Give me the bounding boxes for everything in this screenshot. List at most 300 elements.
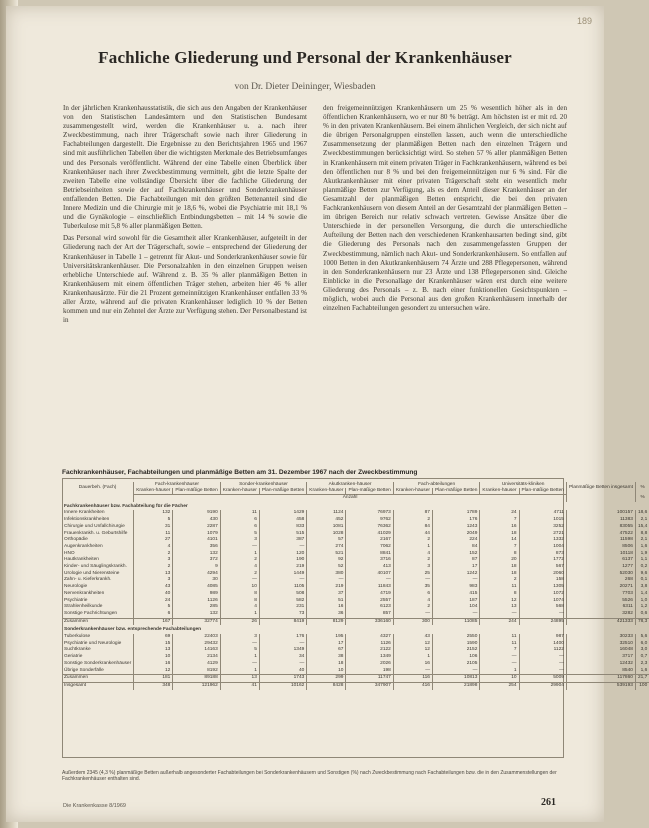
table-cell: 1: [393, 544, 432, 551]
table-cell: 515: [259, 531, 306, 538]
table-cell: 10: [480, 675, 519, 683]
table-cell: 5: [134, 604, 173, 611]
table-cell: —: [519, 668, 566, 675]
table-cell: 5009: [519, 675, 566, 683]
table-cell: 5526: [566, 598, 635, 605]
table-cell: —: [259, 544, 306, 551]
table-cell: 336160: [346, 618, 393, 625]
table-cell: 167: [134, 618, 173, 625]
table-cell: 6,0: [635, 641, 649, 648]
table-cell: 27: [134, 537, 173, 544]
table-cell: 2,3: [635, 661, 649, 668]
paragraph: In der jährlichen Krankenhausstatistik, die sich aus den Angaben der Krankenhäuser von den Statistischen Landesämtern und den Statistischen Bundesamt zusammengestellt wird, werden die Krankenhäuser u. a. nach ihrer Zweckbestimmung, nach ihrer Trägerschaft sowie nach ihrer Gliederung in Fachabteilungen dargestellt. Die Ergebnisse zu den Berichtsjahren 1965 und 1967 sind mit ausführlichen Tabellen über die wichtigsten Merkmale des Betriebsumfanges und des Personals veröffentlicht. Während der eine Tabelle einen Überblick über Krankenhäuser nach ihrer Zweckbestimmung vermittelt, gibt die letzte Spalte der zweiten Tabelle eine vollständige Übersicht über die fachliche Gliederung der Betriebseinheiten sowie der auf Fachkrankenhäuser und Sonderkrankenhäuser entfallenden Betten. Die Fachabteilungen mit den größten Bettenanteil sind die Innere Medizin und die Chirurgie mit je 18,6 %, wobei die Psychiatrie mit 18,1 % und die Gynäkologie – einschließlich Entbindungsbetten – mit 14 % sowie die Tuberkulose mit 5,8 % aller planmäßigen Betten.: [63, 104, 307, 231]
table-cell: 4101: [173, 537, 220, 544]
table-cell: 6311: [566, 604, 635, 611]
table-cell: 3: [220, 537, 259, 544]
table-cell: 4: [393, 551, 432, 558]
row-label: Sonstige Sonderkrankenhäuser: [64, 660, 132, 666]
table-cell: 1: [220, 611, 259, 618]
table-cell: 1332: [519, 537, 566, 544]
table-cell: 11: [480, 634, 519, 641]
table-cell: 1004: [519, 544, 566, 551]
table-row: [62, 682, 649, 689]
table-cell: —: [220, 544, 259, 551]
table-cell: 6: [220, 524, 259, 531]
row-label: Neurologie: [64, 584, 88, 590]
table-cell: 4: [134, 544, 173, 551]
row-label: HNO: [64, 550, 75, 556]
table-cell: 873: [519, 551, 566, 558]
table-cell: 268: [566, 577, 635, 584]
table-cell: 11383: [566, 517, 635, 524]
paragraph: Das Personal wird sowohl für die Gesamtheit aller Krankenhäuser, aufgeteilt in der Gliederung nach der Art der Trägerschaft, sowie – entsprechend der Gliederung der Krankenhäuser in Tabelle 1 – getrennt für Akut- und Sonderkrankenhäuser sowie für Universitätskrankenhäuser. Die Personalzahlen in den einzelnen Gruppen weisen erhebliche Unterschiede auf. Während z. B. 35 % aller planmäßigen Betten in Krankenhäusern mit einem öffentlichen Träger stehen, arbeiten hier 46 % aller Krankenhausärzte. Für die 21 Prozent gemeinnützigen Krankenhäuser entfallen 33 % aller Ärzte, während auf die privaten Krankenhäuser lediglich 10 % der Betten kommen und nur ein Zehntel der Ärzte zur Verfügung stehen. Der Personalbestand ist in: [63, 234, 307, 325]
corner-page-number: 189: [576, 16, 592, 26]
column-header: %: [635, 482, 649, 495]
table-cell: 1,0: [635, 598, 649, 605]
table-cell: 3: [220, 634, 259, 641]
table-cell: 100: [635, 682, 649, 689]
table-cell: 11843: [346, 584, 393, 591]
table-cell: 1277: [566, 564, 635, 571]
table-cell: 2122: [346, 647, 393, 654]
table-cell: 1: [393, 654, 432, 661]
table-cell: 415: [432, 591, 479, 598]
section-heading: Fachkrankenhäuser bzw. Fachabteilung für die Fächer: [64, 503, 188, 509]
table-cell: 857: [346, 611, 393, 618]
row-label: Suchtkranke: [64, 647, 91, 653]
table-cell: 12432: [566, 661, 635, 668]
row-label: Augenkrankheiten: [64, 543, 103, 549]
column-header: Plan-mäßige Betten: [259, 488, 306, 495]
table-cell: 1079: [173, 531, 220, 538]
table-cell: —: [220, 661, 259, 668]
table-cell: 1,6: [635, 668, 649, 675]
table-cell: 2134: [173, 654, 220, 661]
table-cell: 40: [259, 668, 306, 675]
unit-row: Anzahl: [134, 495, 567, 502]
table-cell: 87: [393, 510, 432, 517]
table-row: [62, 564, 649, 571]
column-header: Plan-mäßige Betten: [519, 488, 566, 495]
table-cell: 1743: [259, 675, 306, 683]
table-row: [62, 591, 649, 598]
table-cell: 1124: [307, 510, 346, 517]
table-cell: 8540: [566, 668, 635, 675]
table-cell: 36: [307, 611, 346, 618]
table-cell: 106: [432, 654, 479, 661]
row-label: Urologie und Nierensteine: [64, 570, 120, 576]
table-cell: 1: [220, 668, 259, 675]
table-cell: 8129: [307, 618, 346, 625]
table-cell: 13: [220, 675, 259, 683]
table-cell: 20: [480, 557, 519, 564]
table-cell: 120: [259, 551, 306, 558]
column-header: Plan-mäßige Betten: [346, 488, 393, 495]
table-cell: 2721: [519, 531, 566, 538]
table-row: [62, 675, 649, 683]
table-cell: 8419: [259, 618, 306, 625]
table-cell: 132: [134, 510, 173, 517]
table-cell: 8: [480, 551, 519, 558]
column-header: Planmäßige Betten insgesamt: [566, 482, 635, 495]
table-cell: 4: [220, 604, 259, 611]
table-cell: 1349: [346, 654, 393, 661]
table-cell: 12: [480, 598, 519, 605]
table-cell: 5: [134, 517, 173, 524]
right-text-column: [323, 104, 567, 316]
table-cell: 10: [307, 668, 346, 675]
table-cell: 0,6: [635, 611, 649, 618]
table-cell: 117860: [566, 675, 635, 683]
table-cell: 11: [480, 641, 519, 648]
table-cell: 4085: [173, 584, 220, 591]
table-cell: 17: [307, 641, 346, 648]
table-cell: 13: [134, 647, 173, 654]
table-cell: 18: [480, 571, 519, 578]
table-cell: 12: [134, 668, 173, 675]
table-row: [62, 611, 649, 618]
table-cell: 57: [307, 537, 346, 544]
table-cell: 231: [259, 604, 306, 611]
table-cell: 12: [393, 641, 432, 648]
table-cell: 0,7: [635, 654, 649, 661]
table-cell: 5: [220, 647, 259, 654]
table-cell: 6: [220, 517, 259, 524]
table-cell: 10162: [259, 682, 306, 689]
row-label: Infektionskrankheiten: [64, 517, 110, 523]
table-cell: 567: [519, 564, 566, 571]
row-label: Innere Krankheiten: [64, 510, 105, 516]
table-cell: 1243: [432, 524, 479, 531]
table-cell: 13: [134, 571, 173, 578]
table-cell: 21,7: [635, 675, 649, 683]
table-cell: —: [432, 611, 479, 618]
table-cell: 2152: [432, 647, 479, 654]
unit-cell: [566, 495, 635, 502]
table-cell: 4711: [519, 510, 566, 517]
table-cell: 18: [480, 531, 519, 538]
table-cell: 11: [480, 584, 519, 591]
column-group-header: Fach-abteilungen: [393, 482, 480, 488]
table-cell: —: [519, 661, 566, 668]
table-cell: 416: [393, 682, 432, 689]
table-row: [62, 661, 649, 668]
table-cell: 34: [259, 654, 306, 661]
table-cell: 1305: [519, 584, 566, 591]
table-cell: 9,6: [635, 571, 649, 578]
table-cell: 4: [220, 564, 259, 571]
column-group-header: Akutkranken-häuser: [307, 482, 394, 488]
table-cell: 1,2: [635, 604, 649, 611]
table-cell: 2: [393, 537, 432, 544]
table-cell: 2: [220, 571, 259, 578]
table-cell: 4: [393, 598, 432, 605]
table-cell: 2550: [432, 634, 479, 641]
table-cell: 78,3: [635, 618, 649, 625]
table-cell: 30: [173, 577, 220, 584]
table-cell: 10: [134, 654, 173, 661]
table-cell: 6: [393, 591, 432, 598]
table-cell: 2557: [346, 598, 393, 605]
table-cell: 11747: [346, 675, 393, 683]
table-cell: 0,2: [635, 564, 649, 571]
table-cell: 52: [307, 564, 346, 571]
table-cell: —: [259, 577, 306, 584]
table-cell: 11598: [566, 537, 635, 544]
table-cell: 8192: [173, 668, 220, 675]
table-cell: 1,9: [635, 551, 649, 558]
table-cell: 1126: [173, 598, 220, 605]
table-cell: 2: [393, 557, 432, 564]
column-header: Kranken-häuser: [393, 488, 432, 495]
table-cell: 372: [173, 557, 220, 564]
table-cell: 299: [307, 675, 346, 683]
data-table: [62, 482, 649, 690]
table-cell: —: [346, 577, 393, 584]
table-cell: —: [220, 641, 259, 648]
table-cell: 187: [432, 598, 479, 605]
table-cell: 9762: [346, 517, 393, 524]
table-cell: 13: [480, 604, 519, 611]
table-cell: —: [432, 668, 479, 675]
table-cell: 14163: [173, 647, 220, 654]
table-cell: 1: [480, 668, 519, 675]
table-cell: 3,8: [635, 584, 649, 591]
table-cell: 347907: [346, 682, 393, 689]
row-label: Hautkrankheiten: [64, 557, 99, 563]
article-author: von Dr. Dieter Deininger, Wiesbaden: [234, 82, 376, 92]
table-cell: 4719: [346, 591, 393, 598]
column-header: Kranken-häuser: [307, 488, 346, 495]
table-cell: 32510: [566, 641, 635, 648]
table-cell: 5,6: [635, 634, 649, 641]
table-cell: 1105: [259, 584, 306, 591]
column-group-header: Fach-krankenhäuser: [134, 482, 221, 488]
table-cell: 2026: [346, 661, 393, 668]
table-row: [62, 647, 649, 654]
table-cell: 356: [173, 544, 220, 551]
section-heading: Sonderkrankenhäuser bzw. entsprechende Fachabteilungen: [64, 627, 202, 633]
table-cell: 1,1: [635, 557, 649, 564]
table-cell: 16: [134, 661, 173, 668]
row-label: Geriatrie: [64, 654, 83, 660]
table-cell: 452: [307, 517, 346, 524]
table-cell: 568: [519, 604, 566, 611]
table-cell: 1126: [346, 641, 393, 648]
table-cell: 44: [393, 531, 432, 538]
table-cell: 89188: [173, 675, 220, 683]
table-cell: 9: [173, 564, 220, 571]
table-cell: 18,6: [635, 510, 649, 517]
table-cell: 989: [173, 591, 220, 598]
table-row: [62, 668, 649, 675]
table-cell: 2287: [173, 524, 220, 531]
table-cell: 73: [259, 611, 306, 618]
table-cell: —: [307, 577, 346, 584]
column-header: Kranken-häuser: [220, 488, 259, 495]
table-cell: 1349: [259, 647, 306, 654]
table-cell: 41029: [346, 531, 393, 538]
table-cell: 3: [134, 557, 173, 564]
unit-pct: %: [635, 495, 649, 502]
row-label: Psychiatrie: [64, 597, 88, 603]
table-cell: 47522: [566, 531, 635, 538]
table-cell: 2: [480, 577, 519, 584]
table-cell: 987: [519, 634, 566, 641]
table-cell: 2: [134, 564, 173, 571]
table-cell: 30233: [566, 634, 635, 641]
table-cell: 38: [307, 654, 346, 661]
table-cell: 3282: [566, 611, 635, 618]
row-label: Tuberkulose: [64, 634, 91, 640]
table-footnote: Außerdem 2345 (4,3 %) planmäßige Betten außerhalb angesonderter Fachabteilungen bei Sonderkrankenhäusern und Sonstigen (%) nach Zweckbestimmung nach Fachabteilungen bzw. die in den Zusammenstellungen der Fachkrankenhäuser enthalten sind.: [62, 770, 557, 783]
table-cell: 8: [220, 591, 259, 598]
table-cell: 2: [393, 604, 432, 611]
table-cell: 15: [134, 641, 173, 648]
table-cell: —: [480, 661, 519, 668]
table-cell: 2: [393, 517, 432, 524]
table-cell: 1028: [307, 531, 346, 538]
table-title: Fachkrankenhäuser, Fachabteilungen und planmäßige Betten am 31. Dezember 1967 nach der Zweckbestimmung: [62, 469, 418, 476]
table-cell: 1,6: [635, 544, 649, 551]
column-group-header: Sonder-krankenhäuser: [220, 482, 307, 488]
table-cell: 132: [173, 551, 220, 558]
table-cell: 219: [259, 564, 306, 571]
row-label: Kinder- und Säuglingskrankh.: [64, 564, 127, 570]
table-cell: 152: [432, 551, 479, 558]
table-cell: 300: [393, 618, 432, 625]
table-cell: 1081: [307, 524, 346, 531]
table-cell: 32774: [173, 618, 220, 625]
table-cell: 11: [134, 531, 173, 538]
paragraph: den freigemeinnützigen Krankenhäusern um 25 % wesentlich höher als in den öffentlichen Krankenhäusern, wo er nur 80 % beträgt. Am höchsten ist er mit rd. 20 % in den privaten Krankenhäusern. Bei einem ähnlichen Vergleich, der sich nicht auf die übrigen Personalgruppen einstellen lassen, auch wenn die unterschiedliche Zusammensetzung der planmäßigen Betten nach den einzelnen Trägern und Zweckbestimmungen berücksichtigt wird. So stehen 57 % aller planmäßigen Betten in Krankenhäusern mit einem privaten Träger in Fachkrankenhäusern, während es bei den öffentlichen nur 8 % und bei den freigemeinnützigen nur 6 % sind. Für die Akutkrankenhäuser mit einer privaten Trägerschaft steht ein wesentlich mehr planmäßige Betten zur Verfügung, als es dem Anteil dieser Krankenhäuser an der Gesamtzahl der planmäßigen Betten entspricht, die bei den privaten Fachkrankenhäusern von diesem Anteil an der Gesamtzahl der planmäßigen Betten – im übrigen Bereich nur relativ schwach vertreten. Gewisse Ansätze über die Unterschiede in der personellen Versorgung, die durch die unterschiedliche Aufteilung der Betten nach den verschiedenen Krankenhausarten bedingt sind, gibt die Gliederung des Personals nach den zusammengefassten Gruppen der Zweckbestimmung, nämlich nach Akut- und Sonderkrankenhäusern. So entfallen auf 1000 Betten in den Akutkrankenhäusern 74 Ärzte und 288 Pflegepersonen, während in den Sonderkrankenhäusern nur 23 Ärzte und 138 Pflegepersonen sind. Gleiche Einblicke in die Personallage der Krankenhäuser wären erst durch eine weitere Gliederung des Personals – z. B. nach einer funktionellen Gesichtspunkten – möglich, wobei auch die Personal aus den großen Krankenhäusern innerhalb der einzelnen Fachabteilungen gesondert zu untersuchen wäre.: [323, 104, 567, 313]
table-row: [62, 654, 649, 661]
table-cell: 158: [519, 577, 566, 584]
table-cell: 69: [134, 634, 173, 641]
table-cell: 458: [259, 517, 306, 524]
table-cell: —: [393, 577, 432, 584]
table-cell: —: [393, 611, 432, 618]
table-cell: 1242: [432, 571, 479, 578]
row-label: Zusammen: [62, 618, 134, 625]
table-cell: 87: [432, 557, 479, 564]
row-label: Strahlenheilkunde: [64, 604, 103, 610]
table-cell: 16: [393, 661, 432, 668]
table-cell: 8841: [346, 551, 393, 558]
table-row: [62, 517, 649, 524]
table-cell: 29432: [173, 641, 220, 648]
table-cell: 84: [393, 524, 432, 531]
row-label: Orthopädie: [64, 537, 88, 543]
table-cell: 1772: [519, 557, 566, 564]
table-cell: 430: [173, 517, 220, 524]
column-header: Plan-mäßige Betten: [432, 488, 479, 495]
table-cell: —: [519, 611, 566, 618]
table-row: [62, 537, 649, 544]
column-group-header: Universitäts-kliniken: [480, 482, 567, 488]
table-cell: 116: [393, 675, 432, 683]
table-row: [62, 544, 649, 551]
table-cell: 83055: [566, 524, 635, 531]
table-cell: 104: [432, 604, 479, 611]
table-row: [62, 618, 649, 625]
table-cell: 2060: [519, 571, 566, 578]
column-header: Kranken-häuser: [134, 488, 173, 495]
table-cell: 5: [220, 531, 259, 538]
table-cell: 1789: [432, 510, 479, 517]
table-cell: 539193: [566, 682, 635, 689]
table-cell: 181: [134, 675, 173, 683]
table-cell: 51: [307, 598, 346, 605]
section-row: [62, 625, 649, 634]
table-cell: 24: [134, 598, 173, 605]
table-cell: 6137: [566, 557, 635, 564]
table-cell: 67: [307, 647, 346, 654]
table-cell: 1015: [519, 517, 566, 524]
table-cell: 421333: [566, 618, 635, 625]
table-cell: 285: [173, 604, 220, 611]
table-cell: 983: [432, 584, 479, 591]
table-cell: 20271: [566, 584, 635, 591]
table-cell: —: [259, 641, 306, 648]
table-cell: 17: [432, 564, 479, 571]
table-cell: 92: [307, 557, 346, 564]
table-cell: 508: [259, 591, 306, 598]
table-cell: —: [480, 611, 519, 618]
table-cell: 6: [134, 611, 173, 618]
table-cell: 18: [480, 564, 519, 571]
row-label: Chirurgie und Unfallchirurgie: [64, 523, 125, 529]
table-cell: 10118: [566, 551, 635, 558]
table-cell: 2: [220, 557, 259, 564]
table-cell: 43: [134, 584, 173, 591]
table-cell: 4294: [173, 571, 220, 578]
table-row: [62, 604, 649, 611]
table-cell: 24895: [519, 618, 566, 625]
column-header: Kranken-häuser: [480, 488, 519, 495]
table-cell: 35: [393, 584, 432, 591]
table-cell: 8: [480, 591, 519, 598]
table-cell: 8: [220, 598, 259, 605]
table-cell: 22403: [173, 634, 220, 641]
table-row: [62, 584, 649, 591]
table-cell: 121962: [173, 682, 220, 689]
table-cell: 176: [432, 517, 479, 524]
table-cell: 582: [259, 598, 306, 605]
table-cell: 2049: [432, 531, 479, 538]
table-cell: 176: [259, 634, 306, 641]
row-label: Psychiatrie und Neurologie: [64, 640, 122, 646]
table-cell: 0,1: [635, 577, 649, 584]
table-cell: 2,1: [635, 537, 649, 544]
table-cell: 41: [220, 682, 259, 689]
table-cell: 1449: [259, 571, 306, 578]
table-cell: 7062: [346, 544, 393, 551]
table-cell: 8506: [566, 544, 635, 551]
table-cell: 244: [480, 618, 519, 625]
table-cell: 190: [259, 557, 306, 564]
table-cell: 76362: [346, 524, 393, 531]
table-cell: 37: [307, 591, 346, 598]
table-cell: 43: [393, 634, 432, 641]
table-cell: —: [519, 654, 566, 661]
table-cell: 16: [307, 604, 346, 611]
table-cell: 29904: [519, 682, 566, 689]
table-cell: 6123: [346, 604, 393, 611]
table-row: [62, 524, 649, 531]
table-cell: 2,1: [635, 517, 649, 524]
table-cell: 3252: [519, 524, 566, 531]
